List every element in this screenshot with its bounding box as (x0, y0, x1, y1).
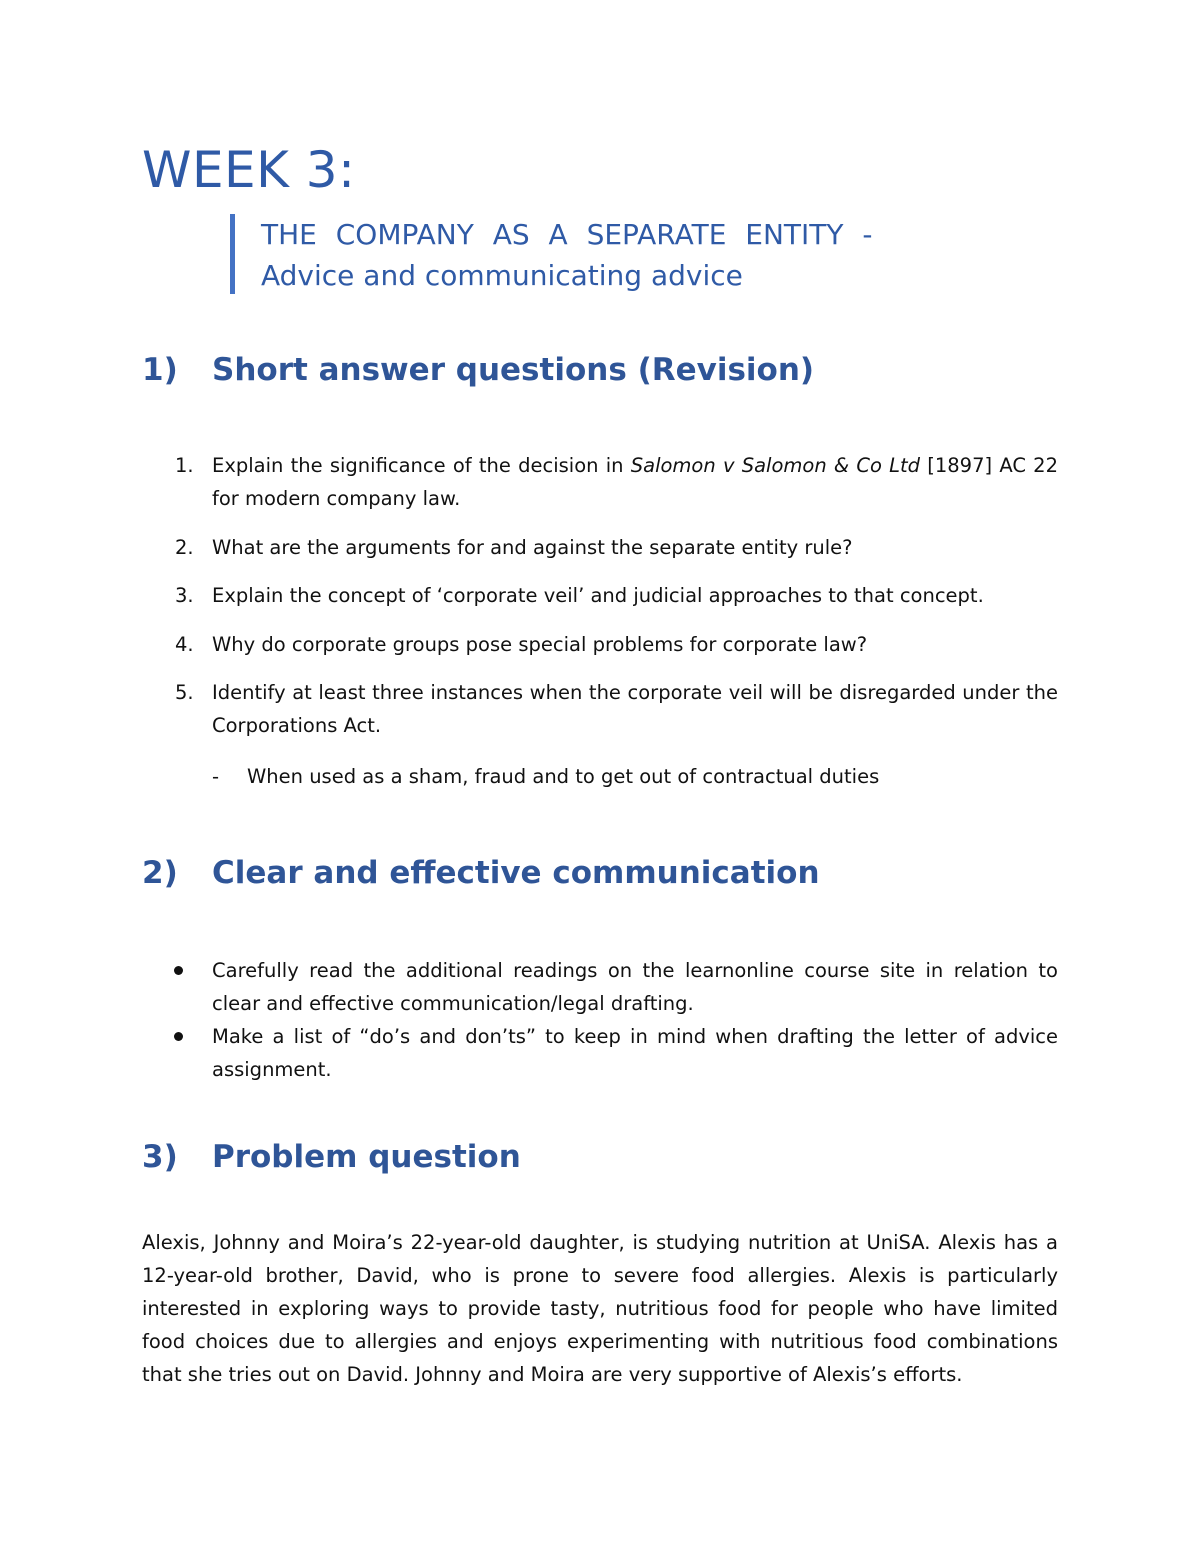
communication-bullet-list (0, 954, 1200, 1086)
bullet-item-1 (0, 954, 1058, 1020)
problem-paragraph: Alexis, Johnny and Moira’s 22-year-old daughter, is studying nutrition at UniSA. Alexis has a 12-year-old brother, David, who is prone to severe food allergies. Alexis is particularly interested in exploring ways to provide tasty, nutritious food for people who have limited food choices due to allergies and enjoys experimenting with nutritious food combinations that she tries out on David. Johnny and Moira are very supportive of Alexis’s efforts. (142, 1231, 1058, 1386)
list-marker: 2. (175, 536, 194, 559)
list-marker: 5. (175, 681, 194, 704)
question-item-1 (0, 449, 1058, 515)
bullet-dot-icon (174, 1032, 183, 1041)
list-marker: 4. (175, 633, 194, 656)
question-text: Why do corporate groups pose special problems for corporate law? (212, 633, 868, 656)
question-item-2 (0, 531, 1058, 564)
section-number: 2) (142, 855, 178, 891)
case-name: Salomon v Salomon & Co Ltd (630, 454, 921, 477)
bullet-text: Carefully read the additional readings on the learnonline course site in relation to clear and effective communication/legal drafting. (212, 959, 1058, 1015)
page-title: WEEK 3: (142, 141, 356, 199)
bullet-text: Make a list of “do’s and don’ts” to keep in mind when drafting the letter of advice assignment. (212, 1025, 1058, 1081)
answer-note-text: When used as a sham, fraud and to get out of contractual duties (247, 765, 880, 788)
section-title: Clear and effective communication (212, 855, 820, 891)
section-heading-problem-question (142, 1139, 521, 1176)
list-marker: 1. (175, 454, 194, 477)
question-text: Explain the concept of ‘corporate veil’ and judicial approaches to that concept. (212, 584, 984, 607)
question-item-4 (0, 628, 1058, 661)
question-item-5 (0, 676, 1058, 742)
list-marker: 3. (175, 584, 194, 607)
dash-marker: - (212, 765, 220, 788)
short-answer-questions-list (0, 449, 1200, 742)
section-number: 1) (142, 352, 178, 388)
question-text: Explain the significance of the decision in (212, 454, 631, 477)
bullet-item-2 (0, 1020, 1058, 1086)
bullet-dot-icon (174, 966, 183, 975)
subtitle-line-2: Advice and communicating advice (261, 259, 743, 292)
subtitle-block (230, 214, 950, 294)
section-heading-communication (142, 855, 820, 892)
question-text: [1897] AC 22 for modern company law. (212, 454, 1058, 510)
question-text: Identify at least three instances when the corporate veil will be disregarded under the Corporations Act. (212, 681, 1058, 737)
section-title: Short answer questions (Revision) (212, 352, 815, 388)
subtitle-line-1: THE COMPANY AS A SEPARATE ENTITY - (261, 218, 873, 251)
section-title: Problem question (212, 1139, 521, 1175)
question-item-3 (0, 579, 1058, 612)
answer-note (212, 760, 879, 793)
question-text: What are the arguments for and against the separate entity rule? (212, 536, 853, 559)
section-number: 3) (142, 1139, 178, 1175)
section-heading-short-answer (142, 352, 814, 389)
